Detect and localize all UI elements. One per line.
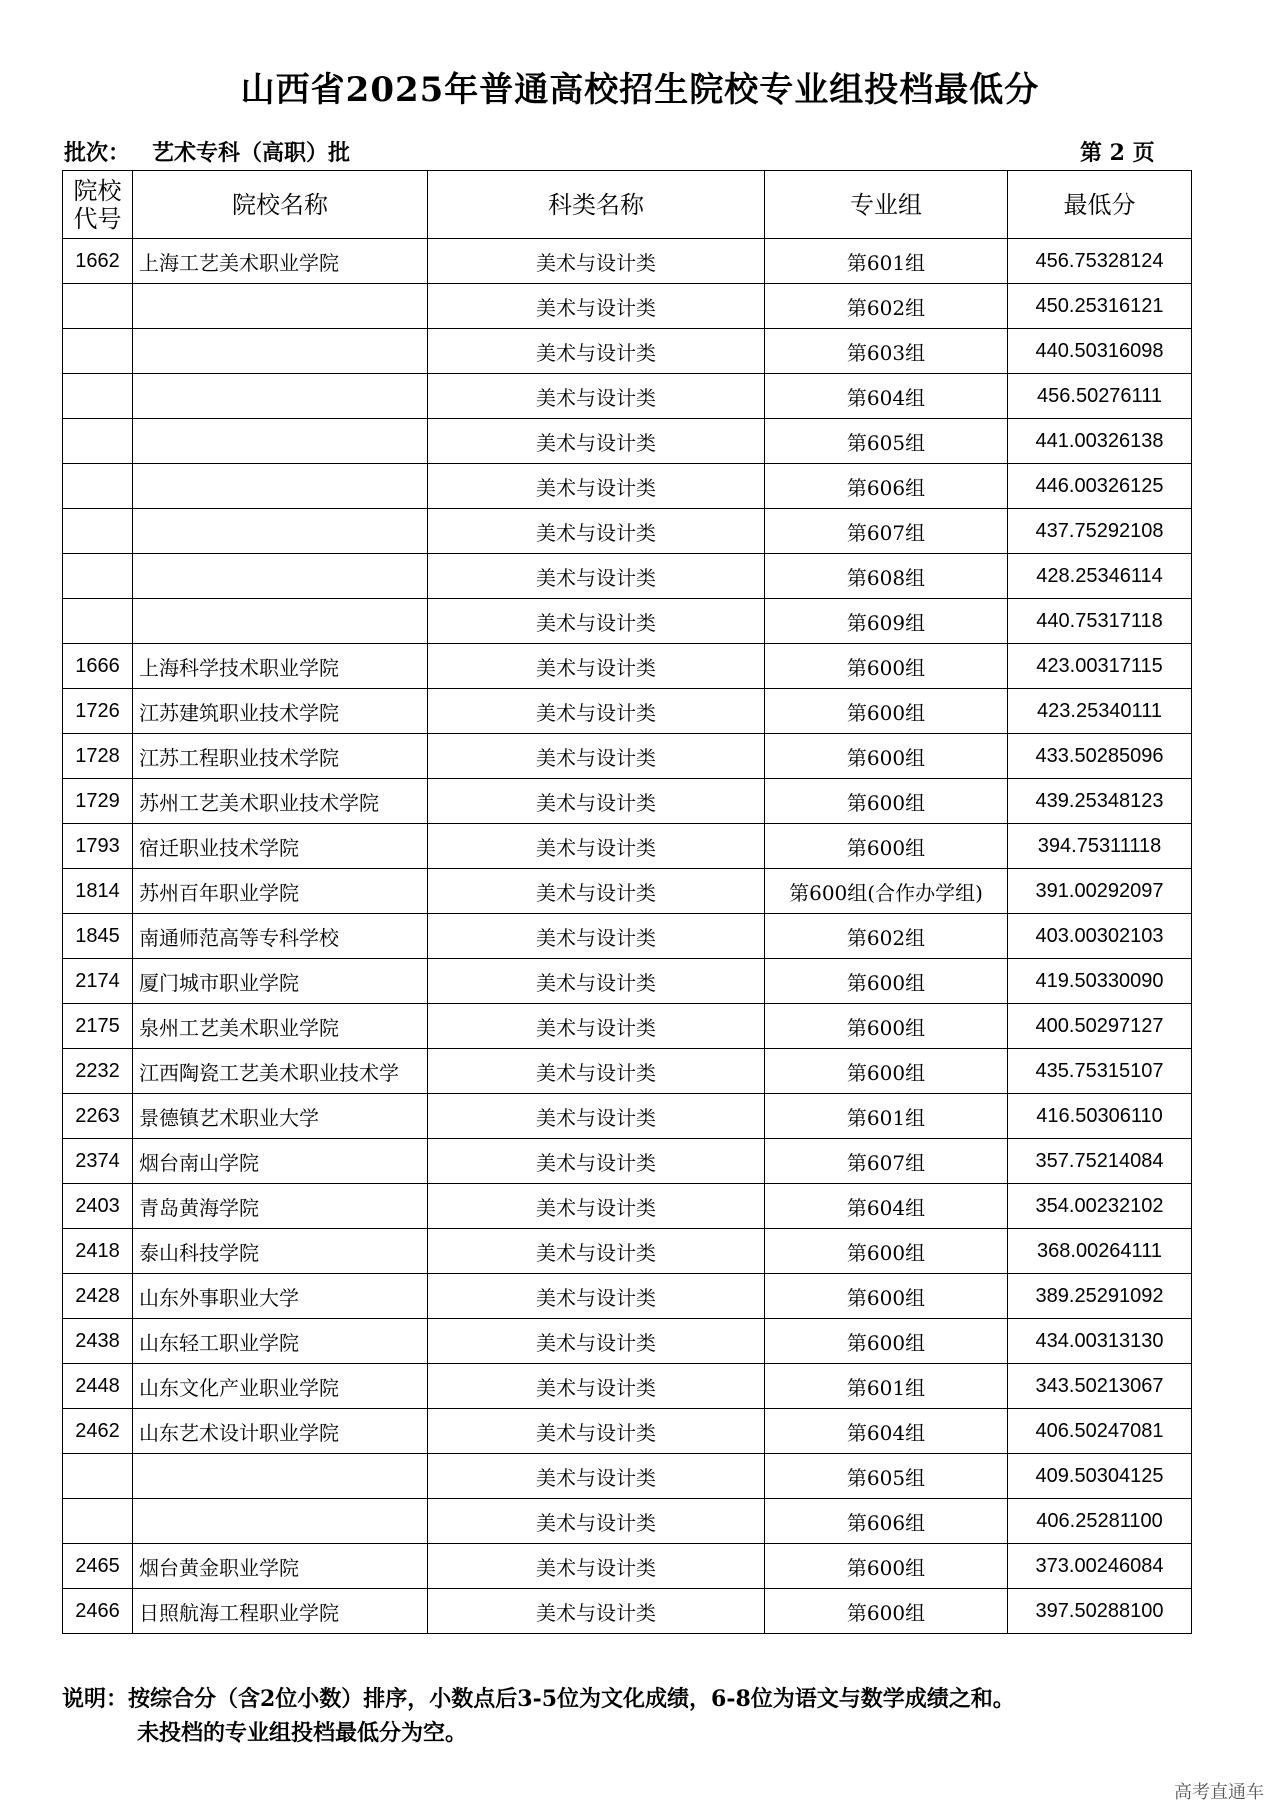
cell-min-score: 406.50247081	[1008, 1409, 1192, 1454]
cell-school-name	[133, 554, 428, 599]
cell-group: 第603组	[765, 329, 1008, 374]
cell-min-score: 423.00317115	[1008, 644, 1192, 689]
cell-min-score: 433.50285096	[1008, 734, 1192, 779]
table-row	[63, 1004, 1192, 1049]
cell-group: 第600组	[765, 824, 1008, 869]
cell-code: 1729	[63, 779, 133, 824]
cell-group: 第600组(合作办学组)	[765, 869, 1008, 914]
cell-subject: 美术与设计类	[428, 1049, 765, 1094]
cell-min-score: 397.50288100	[1008, 1589, 1192, 1634]
cell-min-score: 446.00326125	[1008, 464, 1192, 509]
cell-subject: 美术与设计类	[428, 1274, 765, 1319]
cell-min-score: 437.75292108	[1008, 509, 1192, 554]
cell-school-name	[133, 329, 428, 374]
cell-subject: 美术与设计类	[428, 509, 765, 554]
cell-subject: 美术与设计类	[428, 1499, 765, 1544]
cell-group: 第604组	[765, 1184, 1008, 1229]
header-subject: 科类名称	[428, 171, 765, 239]
cell-code: 2232	[63, 1049, 133, 1094]
table-row	[63, 1229, 1192, 1274]
table-row	[63, 509, 1192, 554]
cell-school-name	[133, 464, 428, 509]
cell-code	[63, 1499, 133, 1544]
cell-code	[63, 599, 133, 644]
cell-group: 第601组	[765, 1364, 1008, 1409]
cell-code	[63, 509, 133, 554]
footnote-line-1: 说明：按综合分（含2位小数）排序，小数点后3-5位为文化成绩，6-8位为语文与数学成绩之和。	[62, 1686, 1015, 1712]
cell-min-score: 439.25348123	[1008, 779, 1192, 824]
cell-min-score: 428.25346114	[1008, 554, 1192, 599]
cell-school-name: 烟台黄金职业学院	[133, 1544, 428, 1589]
cell-code	[63, 554, 133, 599]
cell-group: 第608组	[765, 554, 1008, 599]
cell-subject: 美术与设计类	[428, 464, 765, 509]
cell-group: 第604组	[765, 374, 1008, 419]
cell-school-name: 上海工艺美术职业学院	[133, 239, 428, 284]
watermark-text: 高考直通车	[1174, 1782, 1264, 1803]
cell-code: 2462	[63, 1409, 133, 1454]
cell-subject: 美术与设计类	[428, 1184, 765, 1229]
cell-school-name: 景德镇艺术职业大学	[133, 1094, 428, 1139]
cell-min-score: 368.00264111	[1008, 1229, 1192, 1274]
cell-code: 2418	[63, 1229, 133, 1274]
cell-subject: 美术与设计类	[428, 374, 765, 419]
cell-group: 第601组	[765, 1094, 1008, 1139]
table-row	[63, 239, 1192, 284]
cell-school-name: 厦门城市职业学院	[133, 959, 428, 1004]
cell-group: 第600组	[765, 734, 1008, 779]
cell-subject: 美术与设计类	[428, 1229, 765, 1274]
cell-code	[63, 419, 133, 464]
table-row	[63, 689, 1192, 734]
cell-min-score: 357.75214084	[1008, 1139, 1192, 1184]
cell-min-score: 400.50297127	[1008, 1004, 1192, 1049]
table-header-row	[63, 171, 1192, 239]
cell-code: 1662	[63, 239, 133, 284]
cell-school-name: 江西陶瓷工艺美术职业技术学	[133, 1049, 428, 1094]
cell-min-score: 450.25316121	[1008, 284, 1192, 329]
cell-school-name	[133, 1499, 428, 1544]
table-row	[63, 779, 1192, 824]
table-row	[63, 599, 1192, 644]
cell-code: 2403	[63, 1184, 133, 1229]
cell-min-score: 423.25340111	[1008, 689, 1192, 734]
footnote	[62, 1682, 1015, 1750]
cell-school-name	[133, 1454, 428, 1499]
cell-group: 第600组	[765, 959, 1008, 1004]
cell-code: 2438	[63, 1319, 133, 1364]
cell-subject: 美术与设计类	[428, 329, 765, 374]
cell-code: 1666	[63, 644, 133, 689]
cell-group: 第600组	[765, 689, 1008, 734]
footnote-line-2: 未投档的专业组投档最低分为空。	[137, 1720, 468, 1746]
cell-group: 第607组	[765, 1139, 1008, 1184]
cell-school-name: 山东轻工职业学院	[133, 1319, 428, 1364]
cell-min-score: 456.50276111	[1008, 374, 1192, 419]
header-name: 院校名称	[133, 171, 428, 239]
cell-code: 2374	[63, 1139, 133, 1184]
cell-code: 2175	[63, 1004, 133, 1049]
table-row	[63, 1094, 1192, 1139]
batch-value: 艺术专科（高职）批	[152, 140, 351, 166]
table-row	[63, 1589, 1192, 1634]
cell-group: 第600组	[765, 1049, 1008, 1094]
cell-min-score: 391.00292097	[1008, 869, 1192, 914]
cell-group: 第600组	[765, 1544, 1008, 1589]
table-row	[63, 1274, 1192, 1319]
cell-subject: 美术与设计类	[428, 1094, 765, 1139]
cell-school-name: 烟台南山学院	[133, 1139, 428, 1184]
table-row	[63, 869, 1192, 914]
cell-min-score: 440.75317118	[1008, 599, 1192, 644]
cell-school-name	[133, 419, 428, 464]
cell-school-name: 苏州工艺美术职业技术学院	[133, 779, 428, 824]
table-row	[63, 1139, 1192, 1184]
cell-group: 第600组	[765, 1229, 1008, 1274]
cell-subject: 美术与设计类	[428, 1409, 765, 1454]
header-group: 专业组	[765, 171, 1008, 239]
cell-school-name: 南通师范高等专科学校	[133, 914, 428, 959]
cell-school-name: 山东艺术设计职业学院	[133, 1409, 428, 1454]
table-row	[63, 554, 1192, 599]
table-row	[63, 329, 1192, 374]
cell-group: 第609组	[765, 599, 1008, 644]
cell-code	[63, 284, 133, 329]
cell-code: 1845	[63, 914, 133, 959]
cell-code: 2174	[63, 959, 133, 1004]
cell-school-name	[133, 374, 428, 419]
table-row	[63, 1049, 1192, 1094]
table-row	[63, 1319, 1192, 1364]
cell-min-score: 434.00313130	[1008, 1319, 1192, 1364]
cell-group: 第600组	[765, 644, 1008, 689]
cell-school-name: 泰山科技学院	[133, 1229, 428, 1274]
cell-school-name	[133, 599, 428, 644]
cell-subject: 美术与设计类	[428, 599, 765, 644]
header-code: 院校 代号	[63, 171, 133, 239]
cell-group: 第605组	[765, 1454, 1008, 1499]
cell-school-name: 山东外事职业大学	[133, 1274, 428, 1319]
cell-code: 1814	[63, 869, 133, 914]
cell-school-name: 苏州百年职业学院	[133, 869, 428, 914]
cell-subject: 美术与设计类	[428, 734, 765, 779]
cell-min-score: 403.00302103	[1008, 914, 1192, 959]
table-row	[63, 914, 1192, 959]
cell-group: 第600组	[765, 1319, 1008, 1364]
cell-group: 第604组	[765, 1409, 1008, 1454]
cell-subject: 美术与设计类	[428, 914, 765, 959]
table-row	[63, 1544, 1192, 1589]
table-row	[63, 734, 1192, 779]
cell-school-name: 日照航海工程职业学院	[133, 1589, 428, 1634]
table-row	[63, 284, 1192, 329]
cell-group: 第605组	[765, 419, 1008, 464]
cell-school-name: 山东文化产业职业学院	[133, 1364, 428, 1409]
table-row	[63, 464, 1192, 509]
cell-subject: 美术与设计类	[428, 779, 765, 824]
cell-code	[63, 374, 133, 419]
cell-school-name: 上海科学技术职业学院	[133, 644, 428, 689]
cell-code: 2263	[63, 1094, 133, 1139]
cell-subject: 美术与设计类	[428, 1004, 765, 1049]
cell-subject: 美术与设计类	[428, 1544, 765, 1589]
cell-subject: 美术与设计类	[428, 869, 765, 914]
cell-code: 2428	[63, 1274, 133, 1319]
cell-min-score: 409.50304125	[1008, 1454, 1192, 1499]
cell-school-name: 江苏建筑职业技术学院	[133, 689, 428, 734]
table-row	[63, 374, 1192, 419]
page-title: 山西省2025年普通高校招生院校专业组投档最低分	[240, 70, 1040, 110]
cell-min-score: 435.75315107	[1008, 1049, 1192, 1094]
cell-group: 第600组	[765, 1274, 1008, 1319]
cell-min-score: 456.75328124	[1008, 239, 1192, 284]
cell-group: 第601组	[765, 239, 1008, 284]
table-row	[63, 1364, 1192, 1409]
cell-subject: 美术与设计类	[428, 1454, 765, 1499]
cell-code	[63, 329, 133, 374]
cell-code: 2466	[63, 1589, 133, 1634]
cell-group: 第600组	[765, 1004, 1008, 1049]
table-row	[63, 1499, 1192, 1544]
cell-group: 第600组	[765, 1589, 1008, 1634]
cell-group: 第602组	[765, 284, 1008, 329]
cell-subject: 美术与设计类	[428, 1589, 765, 1634]
cell-subject: 美术与设计类	[428, 644, 765, 689]
table-row	[63, 644, 1192, 689]
cell-min-score: 441.00326138	[1008, 419, 1192, 464]
table-row	[63, 1409, 1192, 1454]
cell-min-score: 406.25281100	[1008, 1499, 1192, 1544]
cell-subject: 美术与设计类	[428, 239, 765, 284]
cell-min-score: 354.00232102	[1008, 1184, 1192, 1229]
cell-code	[63, 1454, 133, 1499]
cell-group: 第602组	[765, 914, 1008, 959]
cell-code: 1728	[63, 734, 133, 779]
cell-school-name	[133, 284, 428, 329]
table-row	[63, 824, 1192, 869]
cell-min-score: 440.50316098	[1008, 329, 1192, 374]
cell-min-score: 419.50330090	[1008, 959, 1192, 1004]
cell-school-name: 江苏工程职业技术学院	[133, 734, 428, 779]
cell-code: 2465	[63, 1544, 133, 1589]
cell-min-score: 389.25291092	[1008, 1274, 1192, 1319]
page-number: 第 2 页	[1080, 140, 1155, 166]
cell-school-name: 宿迁职业技术学院	[133, 824, 428, 869]
cell-subject: 美术与设计类	[428, 419, 765, 464]
cell-min-score: 416.50306110	[1008, 1094, 1192, 1139]
batch-label: 批次：	[64, 140, 131, 166]
cell-subject: 美术与设计类	[428, 284, 765, 329]
cell-code	[63, 464, 133, 509]
cell-subject: 美术与设计类	[428, 554, 765, 599]
cell-min-score: 394.75311118	[1008, 824, 1192, 869]
table-row	[63, 419, 1192, 464]
cell-subject: 美术与设计类	[428, 824, 765, 869]
header-score: 最低分	[1008, 171, 1192, 239]
cell-min-score: 343.50213067	[1008, 1364, 1192, 1409]
table-row	[63, 1184, 1192, 1229]
cell-code: 1793	[63, 824, 133, 869]
cell-school-name: 泉州工艺美术职业学院	[133, 1004, 428, 1049]
cell-school-name: 青岛黄海学院	[133, 1184, 428, 1229]
cell-code: 1726	[63, 689, 133, 734]
cell-group: 第606组	[765, 464, 1008, 509]
cell-subject: 美术与设计类	[428, 959, 765, 1004]
cell-subject: 美术与设计类	[428, 1319, 765, 1364]
cell-school-name	[133, 509, 428, 554]
cell-subject: 美术与设计类	[428, 1139, 765, 1184]
cell-group: 第607组	[765, 509, 1008, 554]
table-row	[63, 1454, 1192, 1499]
cell-min-score: 373.00246084	[1008, 1544, 1192, 1589]
cell-group: 第606组	[765, 1499, 1008, 1544]
cell-subject: 美术与设计类	[428, 1364, 765, 1409]
table-row	[63, 959, 1192, 1004]
cell-group: 第600组	[765, 779, 1008, 824]
batch-info	[64, 136, 350, 167]
score-table	[62, 170, 1192, 1634]
cell-subject: 美术与设计类	[428, 689, 765, 734]
cell-code: 2448	[63, 1364, 133, 1409]
